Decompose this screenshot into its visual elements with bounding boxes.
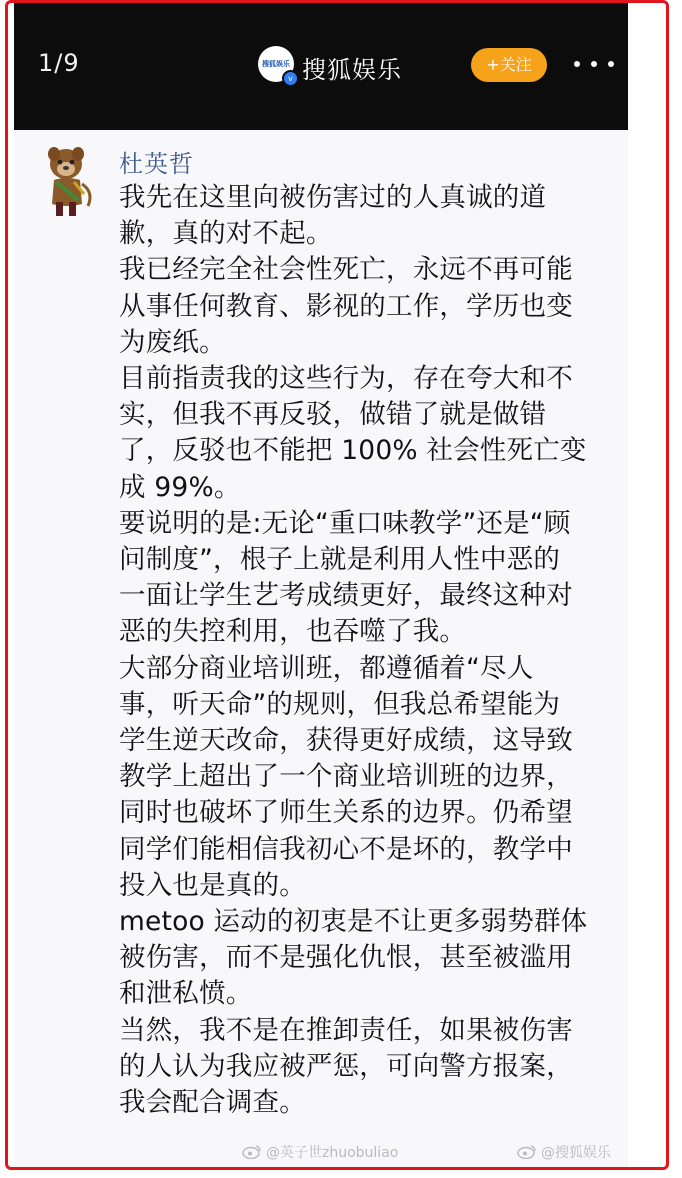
post-paragraph: 目前指责我的这些行为，存在夸大和不 实，但我不再反驳，做错了就是做错 了，反驳也不能把 100% 社会性死亡变 成 99%。: [119, 363, 587, 503]
more-dot: [591, 61, 597, 67]
page-indicator: 1/9: [38, 49, 80, 77]
watermarks: [14, 1142, 628, 1166]
watermark-text: @英子世zhuobuliao: [266, 1145, 399, 1161]
watermark-right: [517, 1142, 611, 1162]
watermark-left: [242, 1142, 398, 1162]
more-dot: [574, 61, 580, 67]
verified-badge-icon: v: [282, 70, 299, 87]
post-body: [119, 180, 609, 1121]
post-paragraph: 大部分商业培训班，都遵循着“尽人 事，听天命”的规则，但我总希望能为 学生逆天改命，获得更好成绩，这导致 教学上超出了一个商业培训班的边界， 同时也破坏了师生关系的边界。仍希望 同学们能相信我初心不是坏的，教学中 投入也是真的。: [119, 652, 573, 901]
weibo-icon: [517, 1145, 537, 1159]
follow-button[interactable]: +关注: [471, 48, 547, 82]
source-avatar-logo: 搜狐娱乐: [262, 60, 290, 68]
post-paragraph: metoo 运动的初衷是不让更多弱势群体 被伤害，而不是强化仇恨，甚至被滥用 和泄私愤。: [119, 906, 588, 1010]
post-paragraph: 要说明的是:无论“重口味教学”还是“顾 问制度”，根子上就是利用人性中恶的 一面让学生艺考成绩更好，最终这种对 恶的失控利用，也吞噬了我。: [119, 507, 573, 648]
source-name[interactable]: 搜狐娱乐: [302, 56, 402, 84]
more-dot: [608, 61, 614, 67]
weibo-icon: [242, 1145, 262, 1159]
more-horizontal-icon[interactable]: [574, 46, 614, 82]
author-name[interactable]: 杜英哲: [119, 150, 194, 178]
viewer-top-bar: [14, 2, 628, 130]
author-avatar-icon[interactable]: [44, 142, 96, 222]
post-paragraph: 我先在这里向被伤害过的人真诚的道 歉，真的对不起。: [119, 182, 547, 250]
watermark-text: @搜狐娱乐: [541, 1145, 611, 1161]
post-content: [14, 130, 628, 1170]
post-paragraph: 我已经完全社会性死亡，永远不再可能 从事任何教育、影视的工作，学历也变 为废纸。: [119, 254, 573, 358]
post-paragraph: 当然，我不是在推卸责任，如果被伤害 的人认为我应被严惩，可向警方报案， 我会配合调查。: [119, 1014, 573, 1119]
